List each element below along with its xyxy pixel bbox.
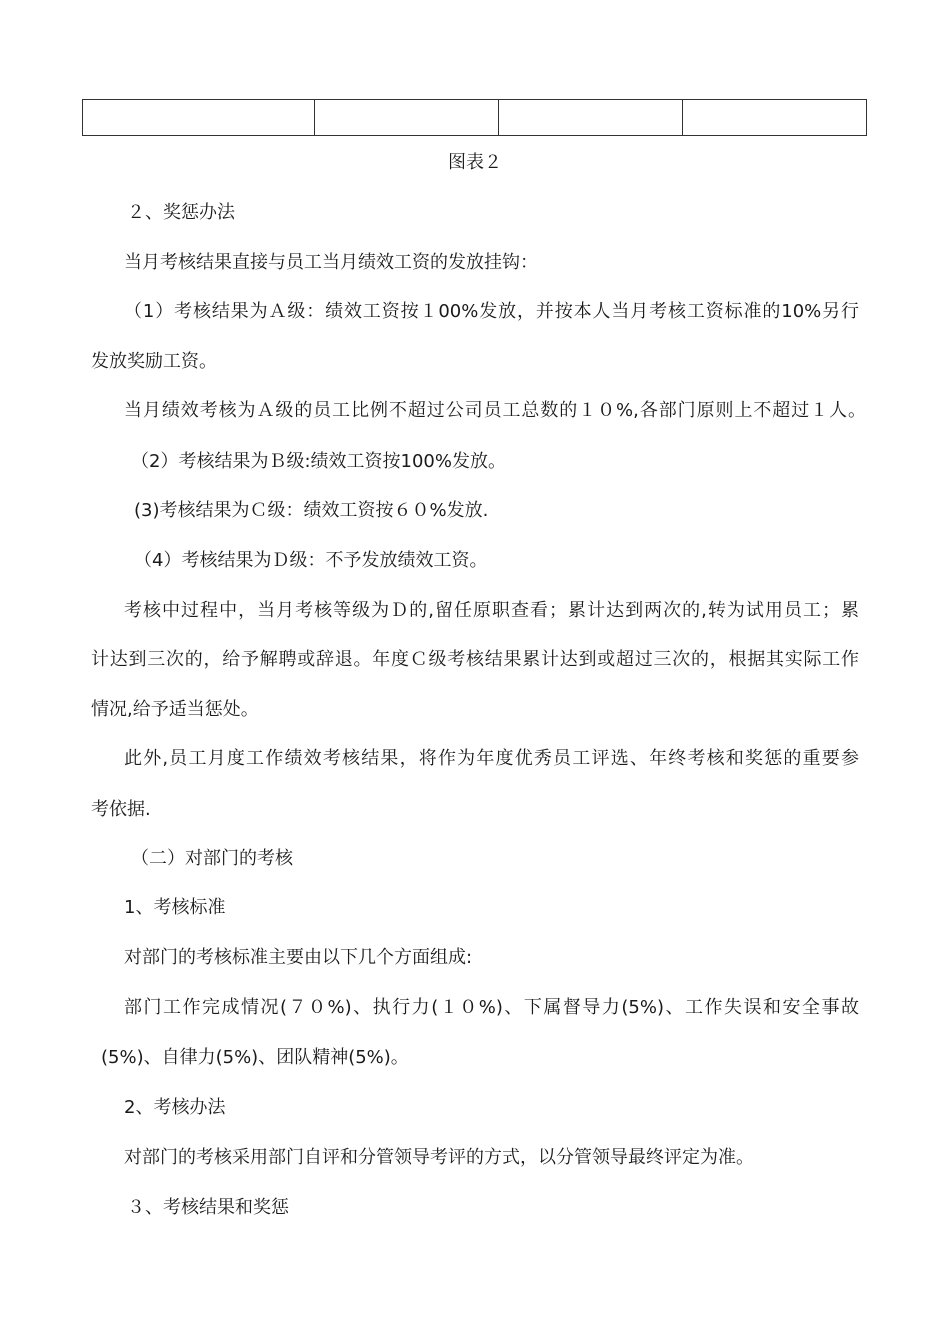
section-heading: （二）对部门的考核 xyxy=(131,848,293,869)
section-heading: ２、奖惩办法 xyxy=(127,202,235,223)
paragraph-line: 发放奖励工资。 xyxy=(91,351,217,372)
table-cell xyxy=(83,100,315,136)
table-row xyxy=(83,100,867,136)
table-cell xyxy=(683,100,867,136)
paragraph-line: 当月考核结果直接与员工当月绩效工资的发放挂钩： xyxy=(124,252,538,273)
table-cell xyxy=(315,100,499,136)
paragraph-line: （2）考核结果为Ｂ级:绩效工资按100%发放。 xyxy=(131,451,506,472)
data-table xyxy=(82,99,867,136)
paragraph-line: 考核中过程中，当月考核等级为Ｄ的,留任原职查看；累计达到两次的,转为试用员工；累 xyxy=(124,600,859,621)
table-cell xyxy=(499,100,683,136)
paragraph-line: 此外,员工月度工作绩效考核结果，将作为年度优秀员工评选、年终考核和奖惩的重要参 xyxy=(124,748,859,769)
paragraph-line: 考依据. xyxy=(91,799,151,820)
paragraph-line: (3)考核结果为Ｃ级：绩效工资按６０%发放. xyxy=(134,500,489,521)
section-heading: 1、考核标准 xyxy=(124,897,226,918)
table-caption: 图表２ xyxy=(448,152,502,173)
paragraph-line: 计达到三次的，给予解聘或辞退。年度Ｃ级考核结果累计达到或超过三次的，根据其实际工作 xyxy=(91,649,859,670)
section-heading: 2、考核办法 xyxy=(124,1097,226,1118)
paragraph-line: 情况,给予适当惩处。 xyxy=(91,699,259,720)
section-heading: ３、考核结果和奖惩 xyxy=(127,1197,289,1218)
paragraph-line: 对部门的考核标准主要由以下几个方面组成: xyxy=(124,947,473,968)
paragraph-line: 部门工作完成情况(７０%)、执行力(１０%)、下属督导力(5%)、工作失误和安全事故 xyxy=(124,997,859,1018)
paragraph-line: （4）考核结果为Ｄ级：不予发放绩效工资。 xyxy=(134,550,488,571)
paragraph-line: 对部门的考核采用部门自评和分管领导考评的方式，以分管领导最终评定为准。 xyxy=(124,1147,754,1168)
paragraph-line: （1）考核结果为Ａ级：绩效工资按１00%发放，并按本人当月考核工资标准的10%另行 xyxy=(124,301,859,322)
paragraph-line: (5%)、自律力(5%)、团队精神(5%)。 xyxy=(101,1047,409,1068)
paragraph-line: 当月绩效考核为Ａ级的员工比例不超过公司员工总数的１０%,各部门原则上不超过１人。 xyxy=(124,400,866,421)
